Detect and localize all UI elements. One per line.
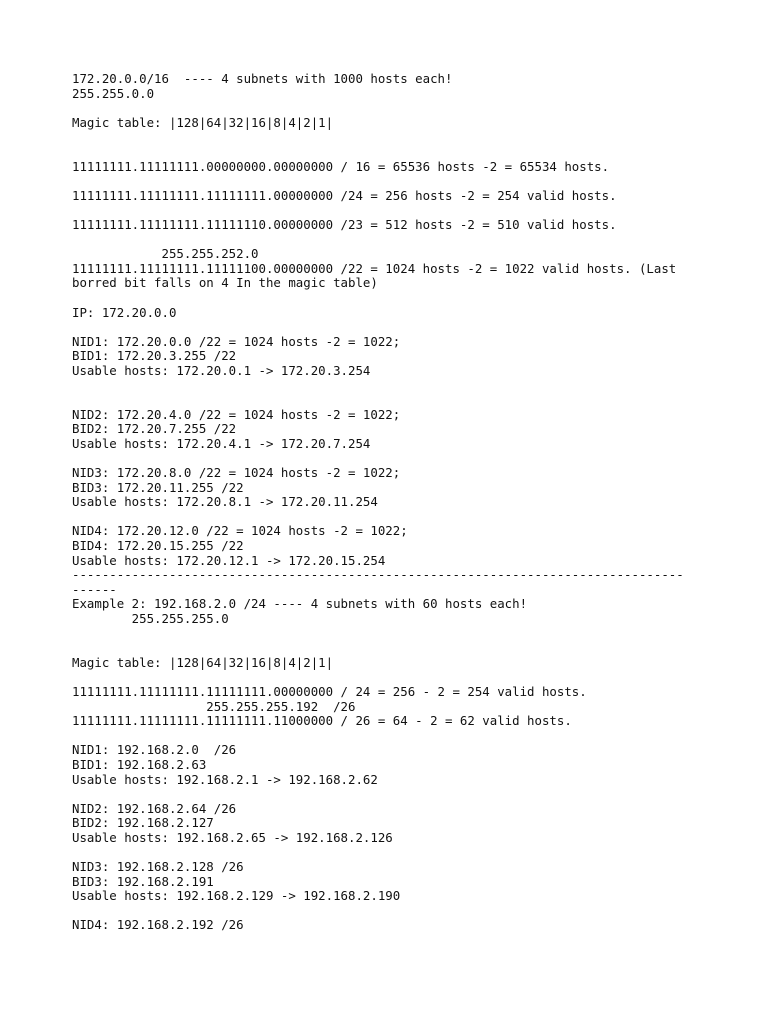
text-line: BID1: 172.20.3.255 /22 xyxy=(72,348,237,364)
text-line: Usable hosts: 192.168.2.129 -> 192.168.2.190 xyxy=(72,888,401,904)
text-line: NID3: 172.20.8.0 /22 = 1024 hosts -2 = 1022; xyxy=(72,465,401,481)
blank-line xyxy=(72,641,712,656)
blank-line xyxy=(72,203,712,218)
blank-line xyxy=(72,451,712,466)
text-line: BID3: 192.168.2.191 xyxy=(72,873,214,889)
blank-line xyxy=(72,845,712,860)
text-line: 11111111.11111111.11111111.11000000 / 26 = 64 - 2 = 62 valid hosts. xyxy=(72,713,572,729)
text-line: 172.20.0.0/16 ---- 4 subnets with 1000 hosts each! xyxy=(72,71,453,86)
text-line: 11111111.11111111.11111110.00000000 /23 = 512 hosts -2 = 510 valid hosts. xyxy=(72,216,617,232)
text-line: IP: 172.20.0.0 xyxy=(72,304,177,320)
text-line: NID2: 172.20.4.0 /22 = 1024 hosts -2 = 1022; xyxy=(72,406,401,422)
blank-line xyxy=(72,130,712,145)
divider-line: ------ xyxy=(72,581,117,597)
blank-line xyxy=(72,729,712,744)
text-line: BID4: 172.20.15.255 /22 xyxy=(72,538,244,553)
document-page xyxy=(72,72,712,933)
text-line: 255.255.0.0 xyxy=(72,85,155,101)
text-line: 255.255.255.192 /26 xyxy=(72,698,356,714)
text-line: Usable hosts: 172.20.8.1 -> 172.20.11.254 xyxy=(72,494,378,510)
text-line: 11111111.11111111.11111100.00000000 /22 = 1024 hosts -2 = 1022 valid hosts. (Last xyxy=(72,260,677,276)
blank-line xyxy=(72,174,712,189)
text-line: Usable hosts: 192.168.2.1 -> 192.168.2.62 xyxy=(72,771,378,787)
text-line: Magic table: |128|64|32|16|8|4|2|1| xyxy=(72,114,334,130)
text-line: Example 2: 192.168.2.0 /24 ---- 4 subnets with 60 hosts each! xyxy=(72,596,528,612)
text-line: BID2: 192.168.2.127 xyxy=(72,815,214,831)
text-line: 11111111.11111111.00000000.00000000 / 16 = 65536 hosts -2 = 65534 hosts. xyxy=(72,158,610,174)
blank-line xyxy=(72,101,712,116)
blank-line xyxy=(72,378,712,393)
text-line: BID3: 172.20.11.255 /22 xyxy=(72,479,244,495)
text-line: Usable hosts: 192.168.2.65 -> 192.168.2.126 xyxy=(72,829,393,845)
text-line: Usable hosts: 172.20.12.1 -> 172.20.15.254 xyxy=(72,552,386,568)
blank-line xyxy=(72,233,712,248)
text-line: NID4: 172.20.12.0 /22 = 1024 hosts -2 = 1022; xyxy=(72,523,408,539)
text-line: borred bit falls on 4 In the magic table) xyxy=(72,275,378,291)
text-line: 11111111.11111111.11111111.00000000 / 24 = 256 - 2 = 254 valid hosts. xyxy=(72,683,587,699)
text-line: 255.255.255.0 xyxy=(72,610,229,626)
blank-line xyxy=(72,291,712,306)
text-line: Usable hosts: 172.20.4.1 -> 172.20.7.254 xyxy=(72,435,371,451)
blank-line xyxy=(72,787,712,802)
blank-line xyxy=(72,670,712,685)
text-line: BID1: 192.168.2.63 xyxy=(72,756,207,772)
divider-line: ---------------------------------------------------------------------------------- xyxy=(72,567,684,583)
blank-line xyxy=(72,393,712,408)
blank-line xyxy=(72,320,712,335)
text-line: 255.255.252.0 xyxy=(72,246,259,262)
text-line: NID4: 192.168.2.192 /26 xyxy=(72,917,244,933)
text-line: BID2: 172.20.7.255 /22 xyxy=(72,421,237,437)
text-line: Magic table: |128|64|32|16|8|4|2|1| xyxy=(72,654,334,670)
text-line: 11111111.11111111.11111111.00000000 /24 = 256 hosts -2 = 254 valid hosts. xyxy=(72,187,617,203)
text-line: Usable hosts: 172.20.0.1 -> 172.20.3.254 xyxy=(72,362,371,378)
text-line: NID3: 192.168.2.128 /26 xyxy=(72,859,244,875)
blank-line xyxy=(72,145,712,160)
text-line: NID1: 172.20.0.0 /22 = 1024 hosts -2 = 1022; xyxy=(72,333,401,349)
text-line: NID2: 192.168.2.64 /26 xyxy=(72,800,237,816)
text-line: NID1: 192.168.2.0 /26 xyxy=(72,742,237,758)
blank-line xyxy=(72,627,712,642)
blank-line xyxy=(72,510,712,525)
blank-line xyxy=(72,904,712,919)
